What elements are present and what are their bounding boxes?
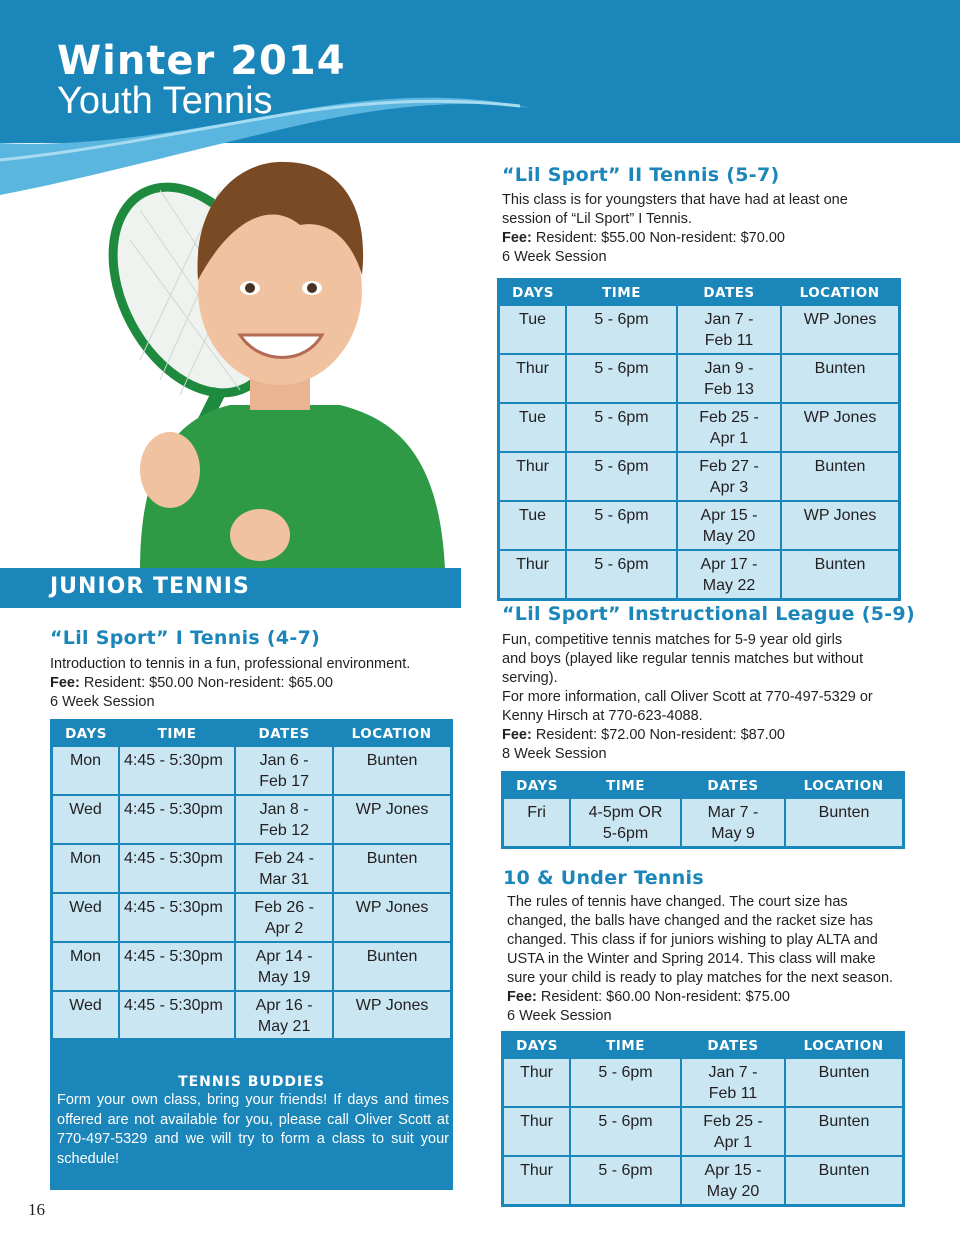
table-row bbox=[52, 746, 452, 795]
dates-cell bbox=[235, 844, 333, 893]
junior-tennis-heading: JUNIOR TENNIS bbox=[50, 574, 250, 599]
league-fee bbox=[502, 726, 922, 745]
table-row bbox=[503, 1156, 904, 1206]
table-row bbox=[499, 501, 900, 550]
table-row bbox=[499, 550, 900, 600]
day-cell: Tue bbox=[499, 501, 567, 550]
under10-table bbox=[501, 1031, 905, 1207]
dates-cell-line: Apr 1 bbox=[709, 430, 749, 447]
lil-sport-2-session: 6 Week Session bbox=[502, 249, 607, 265]
dates-cell bbox=[677, 354, 781, 403]
table-header-row bbox=[52, 721, 452, 747]
location-cell: Bunten bbox=[333, 942, 451, 991]
tennis-buddies-title: TENNIS BUDDIES bbox=[178, 1074, 325, 1090]
table-row bbox=[52, 844, 452, 893]
lil-sport-1-description: Introduction to tennis in a fun, professional environment. bbox=[50, 656, 411, 672]
dates-cell bbox=[235, 991, 333, 1041]
day-cell: Fri bbox=[503, 798, 571, 848]
dates-cell-line: Feb 26 - bbox=[254, 899, 314, 916]
lil-sport-1-section bbox=[50, 627, 460, 712]
day-cell: Thur bbox=[503, 1058, 571, 1107]
dates-cell bbox=[677, 501, 781, 550]
lil-sport-2-desc-line: This class is for youngsters that have had at least one bbox=[502, 192, 848, 208]
dates-cell-line: Feb 11 bbox=[704, 332, 754, 349]
dates-cell-line: May 9 bbox=[711, 825, 755, 842]
league-title: “Lil Sport” Instructional League (5-9) bbox=[502, 603, 915, 625]
dates-cell bbox=[681, 1058, 785, 1107]
dates-cell-line: Feb 13 bbox=[704, 381, 754, 398]
dates-cell-line: Mar 7 - bbox=[707, 804, 759, 821]
dates-cell bbox=[235, 795, 333, 844]
lil-sport-1-title: “Lil Sport” I Tennis (4-7) bbox=[50, 627, 321, 649]
dates-cell-line: Feb 27 - bbox=[699, 458, 759, 475]
lil-sport-2-title: “Lil Sport” II Tennis (5-7) bbox=[502, 164, 780, 186]
dates-cell-line: May 19 bbox=[257, 969, 311, 986]
fee-label: Fee: bbox=[50, 675, 80, 691]
league-desc-line: For more information, call Oliver Scott at 770-497-5329 or bbox=[502, 689, 873, 705]
location-cell: Bunten bbox=[785, 1156, 903, 1206]
dates-cell bbox=[677, 403, 781, 452]
under10-desc-line: changed. This class if for juniors wishing to play ALTA and bbox=[507, 932, 878, 948]
table-row bbox=[499, 403, 900, 452]
under10-session: 6 Week Session bbox=[507, 1008, 612, 1024]
fee-text: Resident: $72.00 Non-resident: $87.00 bbox=[531, 727, 785, 743]
under10-desc-line: sure your child is ready to play matches for the next season. bbox=[507, 970, 894, 986]
dates-cell bbox=[677, 305, 781, 354]
day-cell: Wed bbox=[52, 991, 120, 1041]
table-header-row bbox=[499, 280, 900, 306]
under10-desc-line: USTA in the Winter and Spring 2014. This class will make bbox=[507, 951, 876, 967]
table-header-row bbox=[503, 1033, 904, 1059]
time-cell bbox=[570, 798, 681, 848]
time-cell: 4:45 - 5:30pm bbox=[119, 942, 235, 991]
dates-cell-line: May 22 bbox=[702, 577, 756, 594]
col-dates: DATES bbox=[235, 721, 333, 747]
dates-cell bbox=[235, 746, 333, 795]
time-cell: 5 - 6pm bbox=[570, 1156, 681, 1206]
day-cell: Thur bbox=[499, 452, 567, 501]
page-subtitle: Youth Tennis bbox=[57, 80, 273, 122]
location-cell: WP Jones bbox=[781, 305, 899, 354]
dates-cell-line: Apr 14 - bbox=[255, 948, 313, 965]
dates-cell-line: Jan 8 - bbox=[259, 801, 309, 818]
col-time: TIME bbox=[570, 773, 681, 799]
day-cell: Tue bbox=[499, 305, 567, 354]
dates-cell-line: Feb 25 - bbox=[699, 409, 759, 426]
table-row bbox=[52, 991, 452, 1041]
dates-cell-line: May 20 bbox=[702, 528, 756, 545]
time-cell: 4:45 - 5:30pm bbox=[119, 795, 235, 844]
time-cell: 4:45 - 5:30pm bbox=[119, 844, 235, 893]
league-desc-line: and boys (played like regular tennis matches but without bbox=[502, 651, 864, 667]
under10-fee bbox=[503, 988, 923, 1007]
col-location: LOCATION bbox=[785, 1033, 903, 1059]
time-cell: 4:45 - 5:30pm bbox=[119, 893, 235, 942]
col-location: LOCATION bbox=[781, 280, 899, 306]
lil-sport-2-section bbox=[502, 164, 922, 267]
time-cell: 5 - 6pm bbox=[566, 452, 677, 501]
table-row bbox=[499, 452, 900, 501]
league-desc-line: serving). bbox=[502, 670, 558, 686]
location-cell: WP Jones bbox=[333, 893, 451, 942]
table-row bbox=[503, 798, 904, 848]
col-dates: DATES bbox=[681, 773, 785, 799]
time-cell: 5 - 6pm bbox=[566, 550, 677, 600]
dates-cell-line: Apr 15 - bbox=[704, 1162, 762, 1179]
dates-cell-line: May 21 bbox=[257, 1018, 311, 1035]
fee-label: Fee: bbox=[507, 989, 537, 1005]
time-cell-line: 4-5pm OR bbox=[588, 804, 663, 821]
dates-cell-line: Jan 9 - bbox=[704, 360, 754, 377]
dates-cell bbox=[235, 942, 333, 991]
league-desc-line: Fun, competitive tennis matches for 5-9 year old girls bbox=[502, 632, 843, 648]
location-cell: Bunten bbox=[333, 746, 451, 795]
dates-cell-line: Apr 1 bbox=[713, 1134, 753, 1151]
dates-cell-line: Feb 11 bbox=[708, 1085, 758, 1102]
time-cell: 5 - 6pm bbox=[570, 1058, 681, 1107]
fee-text: Resident: $55.00 Non-resident: $70.00 bbox=[531, 230, 785, 246]
dates-cell-line: Jan 6 - bbox=[259, 752, 309, 769]
col-location: LOCATION bbox=[785, 773, 903, 799]
dates-cell-line: Apr 16 - bbox=[255, 997, 313, 1014]
table-row bbox=[52, 795, 452, 844]
league-session: 8 Week Session bbox=[502, 746, 607, 762]
day-cell: Thur bbox=[503, 1156, 571, 1206]
time-cell: 5 - 6pm bbox=[566, 305, 677, 354]
lil-sport-2-table bbox=[497, 278, 901, 601]
page-title: Winter 2014 bbox=[57, 38, 346, 84]
league-section bbox=[502, 603, 922, 764]
col-days: DAYS bbox=[503, 1033, 571, 1059]
location-cell: WP Jones bbox=[781, 501, 899, 550]
time-cell: 4:45 - 5:30pm bbox=[119, 746, 235, 795]
day-cell: Thur bbox=[499, 354, 567, 403]
lil-sport-1-session: 6 Week Session bbox=[50, 694, 155, 710]
col-time: TIME bbox=[570, 1033, 681, 1059]
page-number: 16 bbox=[28, 1200, 45, 1219]
dates-cell bbox=[681, 798, 785, 848]
location-cell: Bunten bbox=[785, 798, 903, 848]
lil-sport-2-desc-line: session of “Lil Sport” I Tennis. bbox=[502, 211, 692, 227]
table-row bbox=[499, 354, 900, 403]
location-cell: WP Jones bbox=[781, 403, 899, 452]
col-dates: DATES bbox=[677, 280, 781, 306]
fee-label: Fee: bbox=[502, 230, 532, 246]
table-row bbox=[499, 305, 900, 354]
table-row bbox=[52, 942, 452, 991]
col-days: DAYS bbox=[503, 773, 571, 799]
table-row bbox=[503, 1107, 904, 1156]
dates-cell-line: Jan 7 - bbox=[708, 1064, 758, 1081]
col-days: DAYS bbox=[52, 721, 120, 747]
day-cell: Thur bbox=[499, 550, 567, 600]
time-cell: 5 - 6pm bbox=[570, 1107, 681, 1156]
location-cell: Bunten bbox=[781, 354, 899, 403]
lil-sport-2-fee bbox=[502, 229, 922, 248]
lil-sport-1-table bbox=[50, 719, 453, 1042]
under10-desc-line: changed, the balls have changed and the racket size has bbox=[507, 913, 873, 929]
dates-cell-line: Jan 7 - bbox=[704, 311, 754, 328]
tennis-buddies-body: Form your own class, bring your friends! If days and times offered are not available for you, please call Oliver Scott at 770-497-5329 and we will try to form a class to suit your schedule! bbox=[57, 1092, 449, 1167]
location-cell: Bunten bbox=[333, 844, 451, 893]
col-dates: DATES bbox=[681, 1033, 785, 1059]
fee-text: Resident: $50.00 Non-resident: $65.00 bbox=[79, 675, 333, 691]
dates-cell-line: Apr 15 - bbox=[700, 507, 758, 524]
table-row bbox=[503, 1058, 904, 1107]
table-row bbox=[52, 893, 452, 942]
league-table bbox=[501, 771, 905, 849]
dates-cell-line: Feb 25 - bbox=[703, 1113, 763, 1130]
table-header-row bbox=[503, 773, 904, 799]
location-cell: Bunten bbox=[781, 550, 899, 600]
under10-desc-line: The rules of tennis have changed. The court size has bbox=[507, 894, 848, 910]
dates-cell bbox=[677, 550, 781, 600]
day-cell: Mon bbox=[52, 942, 120, 991]
under10-title: 10 & Under Tennis bbox=[503, 867, 704, 889]
time-cell: 5 - 6pm bbox=[566, 354, 677, 403]
boy-with-racket-photo bbox=[100, 140, 460, 570]
time-cell: 5 - 6pm bbox=[566, 403, 677, 452]
day-cell: Wed bbox=[52, 795, 120, 844]
dates-cell bbox=[681, 1156, 785, 1206]
dates-cell bbox=[681, 1107, 785, 1156]
under10-section bbox=[503, 867, 923, 1026]
time-cell-line: 5-6pm bbox=[602, 825, 649, 842]
dates-cell-line: Apr 3 bbox=[709, 479, 749, 496]
junior-tennis-banner bbox=[0, 568, 461, 608]
dates-cell-line: Apr 17 - bbox=[700, 556, 758, 573]
dates-cell-line: Mar 31 bbox=[259, 871, 310, 888]
location-cell: Bunten bbox=[785, 1058, 903, 1107]
dates-cell-line: May 20 bbox=[706, 1183, 760, 1200]
location-cell: WP Jones bbox=[333, 795, 451, 844]
location-cell: WP Jones bbox=[333, 991, 451, 1041]
fee-text: Resident: $60.00 Non-resident: $75.00 bbox=[536, 989, 790, 1005]
dates-cell-line: Feb 24 - bbox=[254, 850, 314, 867]
day-cell: Wed bbox=[52, 893, 120, 942]
lil-sport-1-fee bbox=[50, 674, 460, 693]
day-cell: Mon bbox=[52, 746, 120, 795]
col-days: DAYS bbox=[499, 280, 567, 306]
dates-cell-line: Feb 12 bbox=[259, 822, 310, 839]
dates-cell bbox=[677, 452, 781, 501]
col-location: LOCATION bbox=[333, 721, 451, 747]
col-time: TIME bbox=[566, 280, 677, 306]
location-cell: Bunten bbox=[781, 452, 899, 501]
location-cell: Bunten bbox=[785, 1107, 903, 1156]
tennis-buddies-box bbox=[50, 1038, 453, 1190]
time-cell: 5 - 6pm bbox=[566, 501, 677, 550]
col-time: TIME bbox=[119, 721, 235, 747]
day-cell: Mon bbox=[52, 844, 120, 893]
day-cell: Tue bbox=[499, 403, 567, 452]
dates-cell-line: Apr 2 bbox=[264, 920, 304, 937]
fee-label: Fee: bbox=[502, 727, 532, 743]
time-cell: 4:45 - 5:30pm bbox=[119, 991, 235, 1041]
day-cell: Thur bbox=[503, 1107, 571, 1156]
dates-cell bbox=[235, 893, 333, 942]
league-desc-line: Kenny Hirsch at 770-623-4088. bbox=[502, 708, 703, 724]
dates-cell-line: Feb 17 bbox=[259, 773, 310, 790]
